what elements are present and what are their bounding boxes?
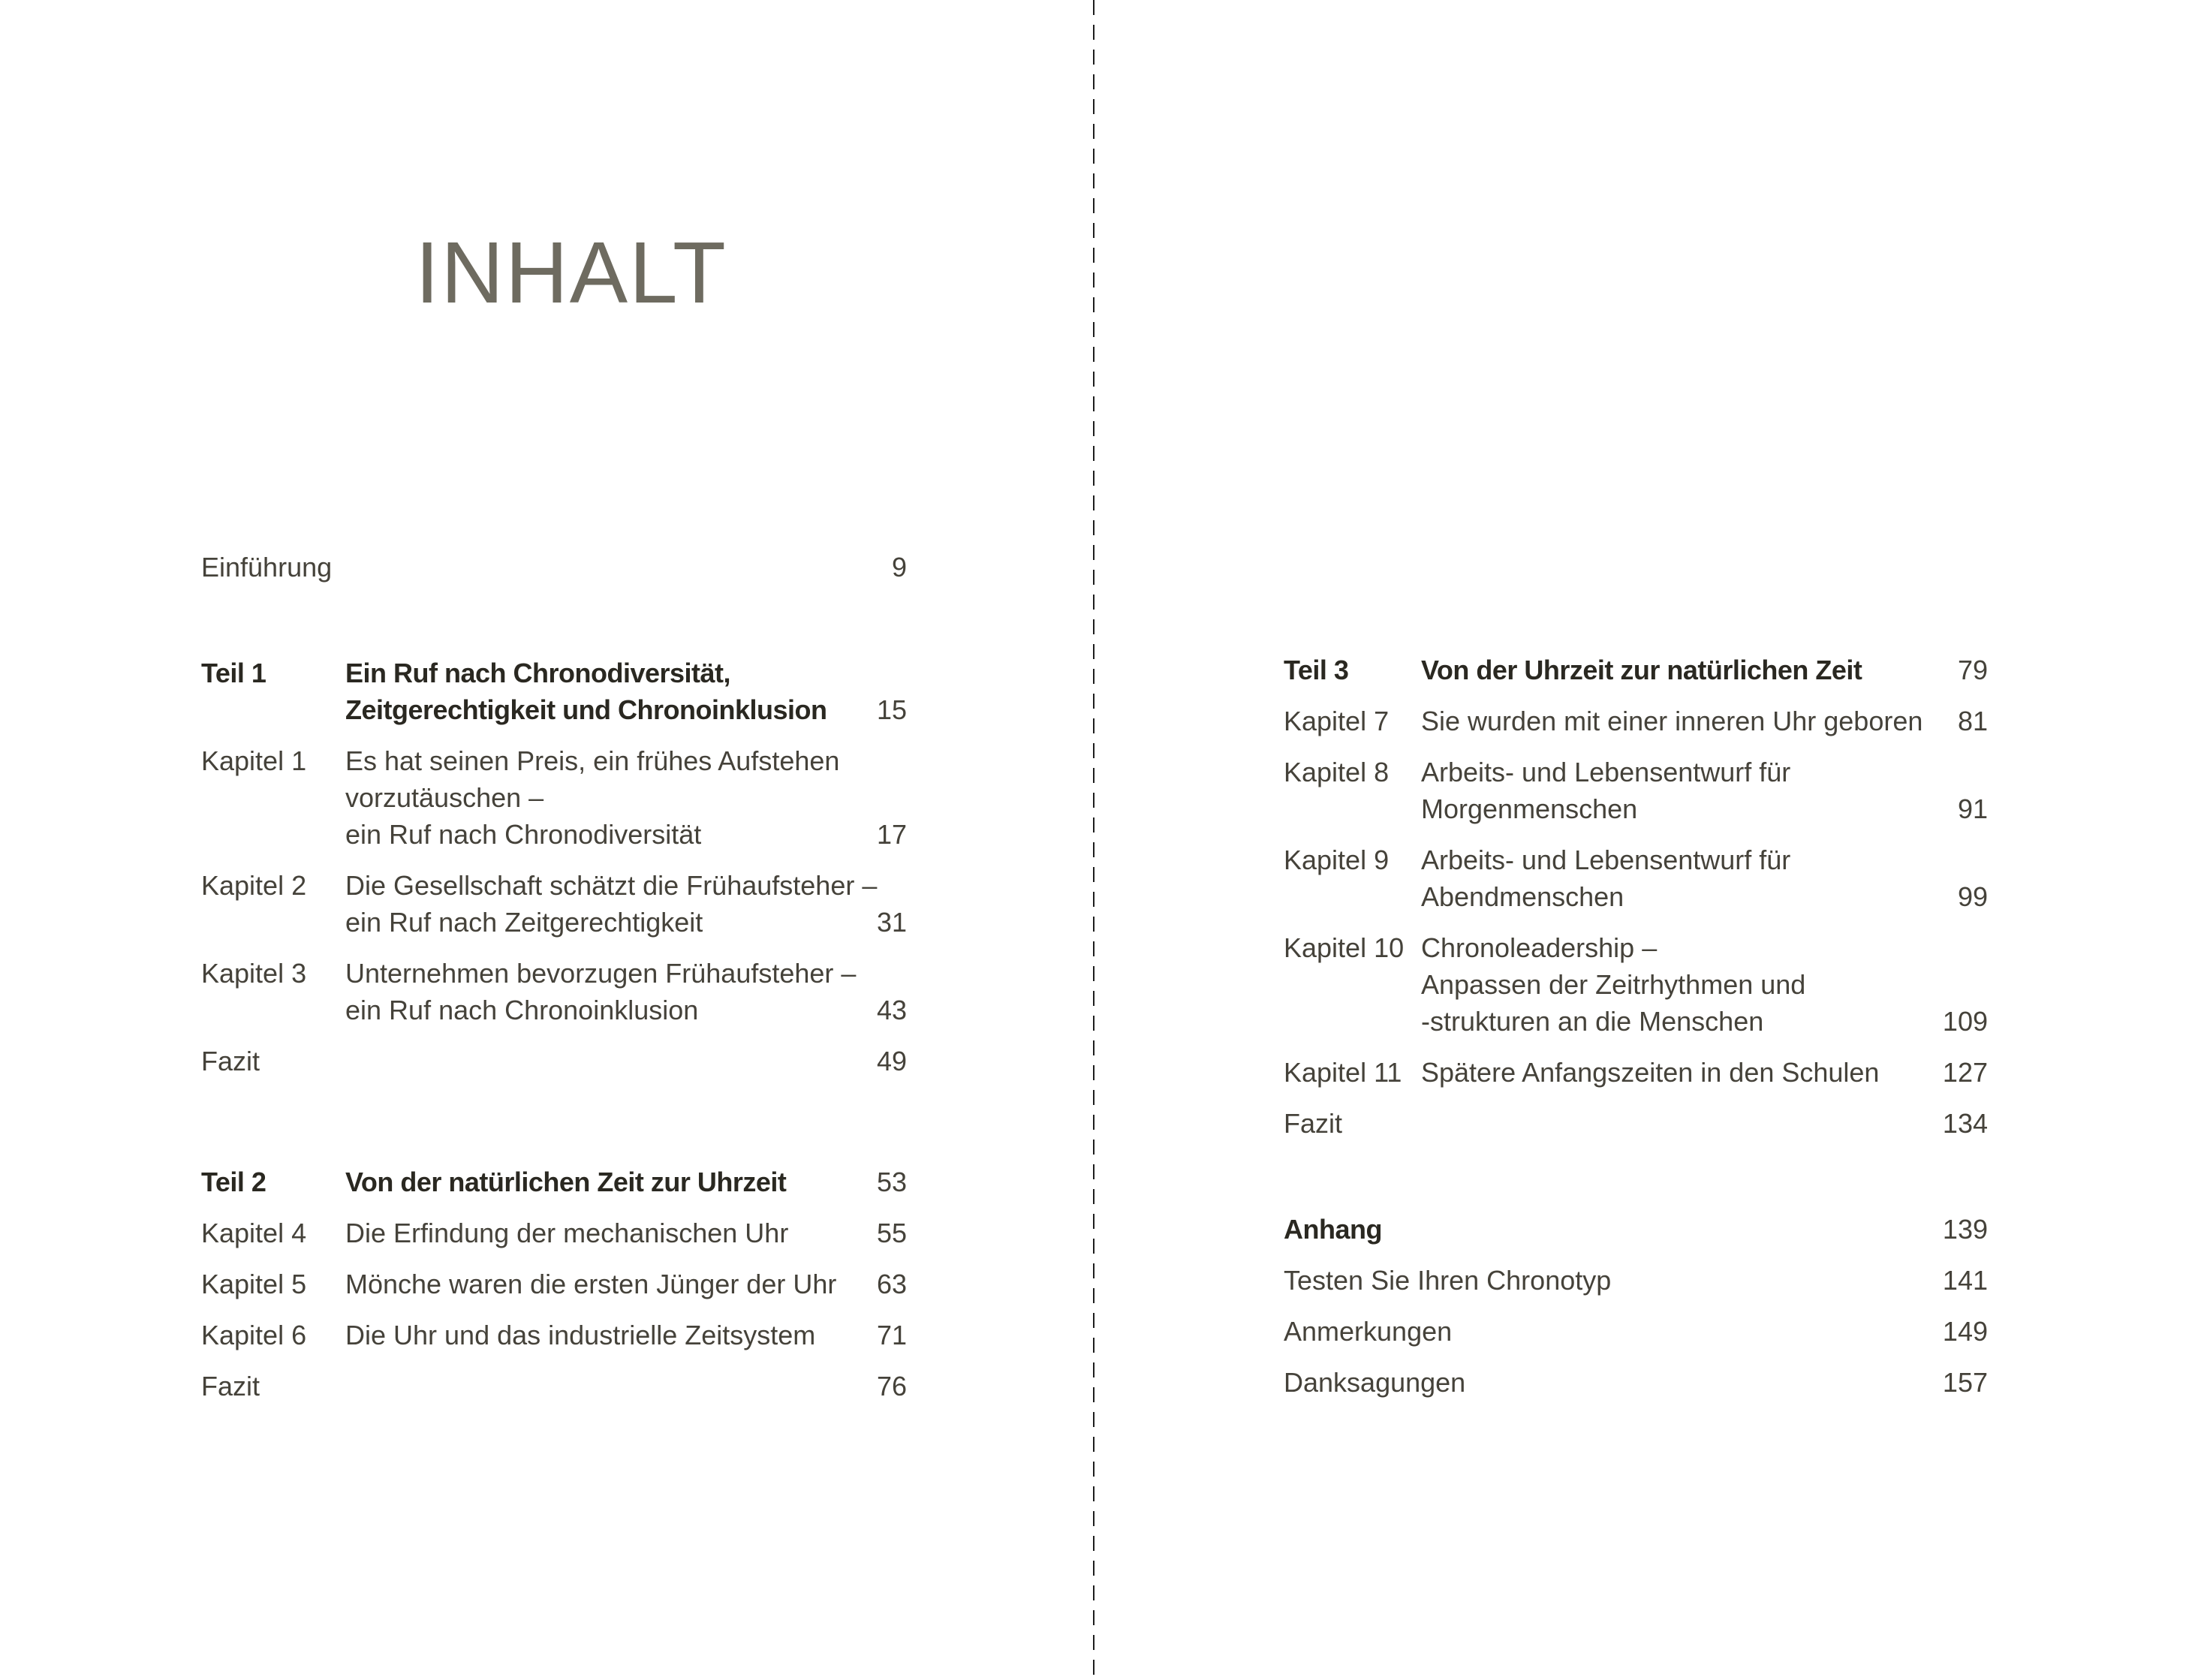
toc-entry-page-number: 76	[876, 1371, 907, 1402]
toc-entry-page-number: 79	[1957, 655, 1988, 685]
toc-entry-title	[345, 1317, 859, 1353]
toc-page-left	[201, 549, 907, 1405]
toc-entry-title	[345, 867, 878, 941]
toc-entry-label: Teil 3	[1284, 655, 1349, 685]
toc-entry	[201, 1043, 907, 1079]
toc-entry-title-line: ein Ruf nach Chronodiversität	[345, 819, 702, 850]
toc-entry-title-line: Die Erfindung der mechanischen Uhr	[345, 1218, 789, 1248]
toc-entry-title-line: Es hat seinen Preis, ein frühes Aufstehen	[345, 745, 840, 776]
toc-entry	[201, 1317, 907, 1353]
toc-entry-label: Kapitel 2	[201, 870, 307, 901]
toc-entry-label: Kapitel 3	[201, 958, 307, 989]
toc-page-right	[1284, 652, 1988, 1401]
toc-entry	[1284, 1262, 1988, 1299]
toc-entry-label: Fazit	[201, 1371, 260, 1402]
toc-entry-label: Kapitel 1	[201, 745, 307, 776]
toc-entry	[201, 867, 907, 941]
toc-entry-label: Einführung	[201, 552, 333, 583]
toc-entry-page-number: 127	[1942, 1057, 1988, 1088]
toc-entry-title-line: Morgenmenschen	[1421, 793, 1638, 824]
toc-entry	[201, 1266, 907, 1302]
page-divider-dashed-line	[1093, 0, 1094, 1680]
toc-entry	[201, 549, 907, 586]
toc-entry-title-line: Mönche waren die ersten Jünger der Uhr	[345, 1269, 837, 1299]
toc-entry-title-line: Von der Uhrzeit zur natürlichen Zeit	[1421, 655, 1862, 685]
toc-entry-title-line: Arbeits- und Lebensentwurf für	[1421, 845, 1791, 875]
toc-entry	[1284, 1054, 1988, 1091]
toc-entry-label: Kapitel 8	[1284, 757, 1390, 787]
toc-entry-label: Testen Sie Ihren Chronotyp	[1284, 1265, 1612, 1296]
toc-entry-title-line: Ein Ruf nach Chronodiversität,	[345, 658, 731, 688]
toc-entry-page-number: 31	[876, 907, 907, 938]
toc-entry-title	[1421, 652, 1940, 688]
toc-entry-label: Kapitel 7	[1284, 706, 1390, 736]
toc-entry-title-line: Arbeits- und Lebensentwurf für	[1421, 757, 1791, 787]
toc-entry-page-number: 134	[1942, 1108, 1988, 1139]
contents-page-title: INHALT	[415, 224, 727, 321]
toc-entry-page-number: 9	[891, 552, 907, 583]
toc-entry-title-line: Anpassen der Zeitrhythmen und	[1421, 969, 1806, 1000]
toc-entry	[1284, 929, 1988, 1040]
toc-entry	[1284, 1313, 1988, 1350]
toc-entry-title	[1421, 754, 1940, 827]
toc-entry-page-number: 157	[1942, 1367, 1988, 1398]
toc-entry-title-line: -strukturen an die Menschen	[1421, 1006, 1764, 1037]
toc-entry-page-number: 99	[1957, 881, 1988, 912]
toc-entry	[201, 955, 907, 1028]
toc-entry-title	[1421, 842, 1940, 915]
toc-entry-label: Fazit	[201, 1046, 260, 1076]
toc-entry-label: Anhang	[1284, 1214, 1382, 1245]
toc-entry-label: Fazit	[1284, 1108, 1343, 1139]
toc-entry-title	[345, 742, 859, 853]
toc-entry-title-line: Zeitgerechtigkeit und Chronoinklusion	[345, 694, 827, 725]
toc-entry-label: Danksagungen	[1284, 1367, 1466, 1398]
toc-entry-title	[345, 1215, 859, 1251]
toc-entry-title-line: Die Gesellschaft schätzt die Frühaufsteher –	[345, 870, 878, 901]
toc-entry-page-number: 63	[876, 1269, 907, 1299]
toc-entry-title	[1421, 929, 1940, 1040]
toc-entry-title	[345, 655, 859, 728]
toc-entry-page-number: 43	[876, 995, 907, 1025]
toc-entry-title-line: Abendmenschen	[1421, 881, 1624, 912]
toc-entry	[1284, 754, 1988, 827]
toc-entry-title-line: Die Uhr und das industrielle Zeitsystem	[345, 1320, 816, 1350]
toc-entry	[1284, 1364, 1988, 1401]
toc-entry	[201, 1164, 907, 1200]
toc-entry	[1284, 703, 1988, 739]
toc-entry	[1284, 652, 1988, 688]
toc-entry-title-line: Spätere Anfangszeiten in den Schulen	[1421, 1057, 1880, 1088]
toc-entry	[201, 742, 907, 853]
toc-entry-title	[1421, 703, 1940, 739]
toc-entry-title-line: vorzutäuschen –	[345, 782, 544, 813]
toc-entry-page-number: 81	[1957, 706, 1988, 736]
toc-entry-title	[345, 955, 859, 1028]
toc-entry-label: Kapitel 6	[201, 1320, 307, 1350]
toc-entry-page-number: 17	[876, 819, 907, 850]
toc-entry	[1284, 842, 1988, 915]
toc-entry-title-line: Unternehmen bevorzugen Frühaufsteher –	[345, 958, 857, 989]
toc-entry-label: Kapitel 9	[1284, 845, 1390, 875]
toc-entry-page-number: 53	[876, 1167, 907, 1197]
toc-entry	[201, 1215, 907, 1251]
toc-entry-label: Teil 2	[201, 1167, 266, 1197]
toc-entry-title	[345, 1164, 859, 1200]
toc-entry-page-number: 141	[1942, 1265, 1988, 1296]
toc-entry-title-line: ein Ruf nach Zeitgerechtigkeit	[345, 907, 703, 938]
toc-entry	[201, 655, 907, 728]
toc-entry-page-number: 55	[876, 1218, 907, 1248]
toc-entry-page-number: 149	[1942, 1316, 1988, 1347]
toc-entry-page-number: 71	[876, 1320, 907, 1350]
toc-entry-label: Kapitel 5	[201, 1269, 307, 1299]
toc-entry-title-line: ein Ruf nach Chronoinklusion	[345, 995, 699, 1025]
toc-entry-page-number: 15	[876, 694, 907, 725]
toc-entry-label: Kapitel 4	[201, 1218, 307, 1248]
toc-entry	[1284, 1211, 1988, 1248]
toc-entry-title-line: Chronoleadership –	[1421, 932, 1658, 963]
toc-entry-title-line: Von der natürlichen Zeit zur Uhrzeit	[345, 1167, 787, 1197]
toc-entry-page-number: 109	[1942, 1006, 1988, 1037]
toc-entry	[1284, 1105, 1988, 1142]
toc-entry-label: Teil 1	[201, 658, 266, 688]
toc-entry-label: Anmerkungen	[1284, 1316, 1453, 1347]
toc-entry-label: Kapitel 10	[1284, 932, 1405, 963]
toc-entry-title-line: Sie wurden mit einer inneren Uhr geboren	[1421, 706, 1923, 736]
toc-entry-page-number: 49	[876, 1046, 907, 1076]
toc-entry-title	[1421, 1054, 1940, 1091]
toc-entry	[201, 1368, 907, 1405]
toc-entry-label: Kapitel 11	[1284, 1057, 1402, 1088]
toc-entry-page-number: 91	[1957, 793, 1988, 824]
toc-entry-title	[345, 1266, 859, 1302]
toc-entry-page-number: 139	[1942, 1214, 1988, 1245]
